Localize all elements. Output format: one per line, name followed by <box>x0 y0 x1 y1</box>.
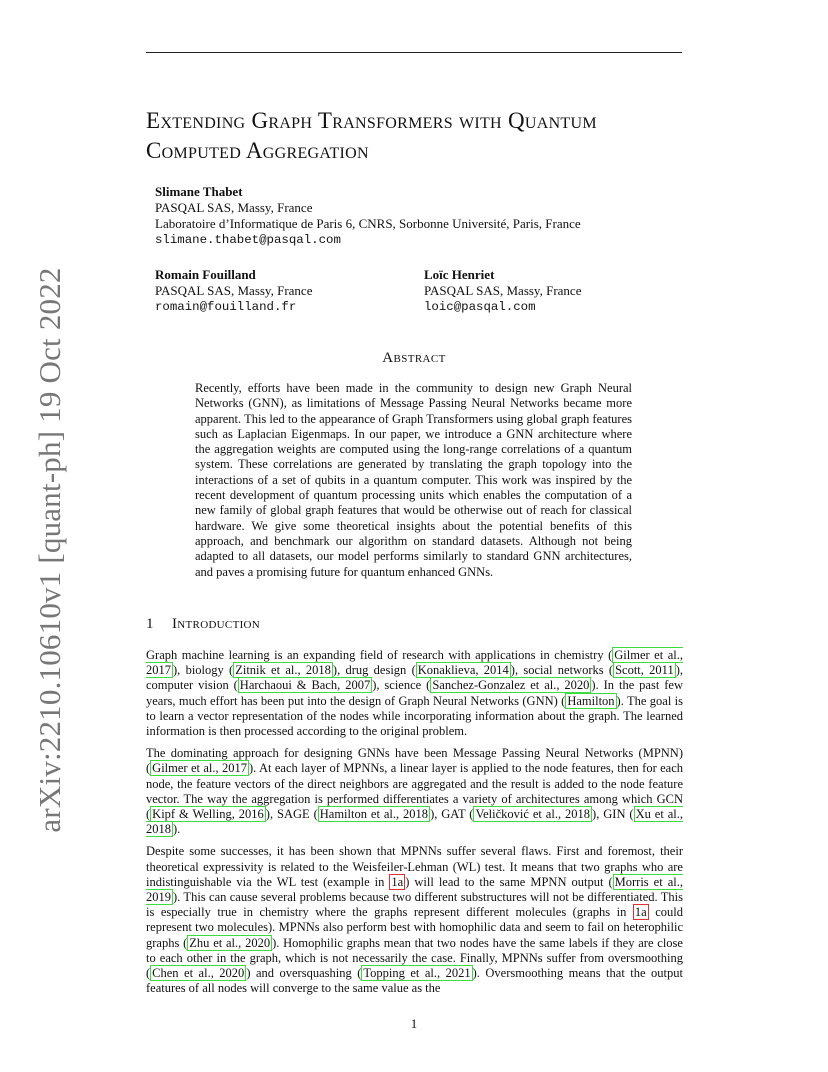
author-block <box>155 184 581 248</box>
body-paragraph <box>146 844 683 996</box>
paper-title <box>146 106 706 166</box>
paragraph-text: ), GAT ( <box>430 807 474 822</box>
author-email: loic@pasqal.com <box>424 300 536 314</box>
paragraph-text: ) will lead to the same MPNN output ( <box>405 874 613 889</box>
paragraph-text: ), drug design ( <box>332 663 416 678</box>
paragraph-text: ). The goal is to learn a vector representation of the nodes while incorporating information about the graph. The learned information is then processed according to the original problem. <box>146 693 683 739</box>
paragraph-text: ). In the past few years, much effort has been put into the design of Graph Neural Networks (GNN) ( <box>146 678 683 708</box>
citation-link[interactable]: Topping et al., 2021 <box>363 966 471 981</box>
section-heading <box>146 616 260 633</box>
paragraph-text: ), SAGE ( <box>265 807 318 822</box>
paragraph-text: ), science ( <box>372 678 431 693</box>
paragraph-text: ), biology ( <box>173 663 234 678</box>
paragraph-text: ). Homophilic graphs mean that two nodes have the same labels if they are close to each other in the graph, which is not necessarily the case. Finally, MPNNs suffer from oversmoothing ( <box>146 935 683 981</box>
author-affiliation: PASQAL SAS, Massy, France <box>424 283 582 298</box>
paragraph-text: Despite some successes, it has been shown that MPNNs suffer several flaws. First and foremost, their theoretical expressivity is related to the Weisfeiler-Lehman (WL) test. It means that two graphs who are indistinguishable via the WL test (example in <box>146 844 683 889</box>
paragraph-text: ) and oversquashing ( <box>246 966 362 981</box>
author-affiliation: PASQAL SAS, Massy, France <box>155 283 313 298</box>
author-name: Romain Fouilland <box>155 267 256 282</box>
body-paragraph <box>146 746 683 837</box>
author-email: romain@fouilland.fr <box>155 300 297 314</box>
abstract-text: Recently, efforts have been made in the community to design new Graph Neural Networks (GNN), as limitations of Message Passing Neural Networks became more apparent. This led to the appearance of Graph Transformers using global graph features such as Laplacian Eigenmaps. In our paper, we introduce a GNN architecture where the aggregation weights are computed using the long-range correlations of a quantum system. These correlations are generated by translating the graph topology into the interactions of a set of qubits in a quantum computer. This work was inspired by the recent development of quantum processing units which enables the computation of a new family of global graph features that would be otherwise out of reach for classical hardware. We give some theoretical insights about the potential benefits of this approach, and benchmark our algorithm on standard datasets. Although not being adapted to all datasets, our model performs similarly to standard GNN architectures, and paves a promising future for quantum enhanced GNNs. <box>195 381 632 579</box>
paragraph-text: ). Oversmoothing means that the output features of all nodes will converge to the same value as the <box>146 966 683 996</box>
section-number: 1 <box>146 616 154 632</box>
figure-reference-link[interactable]: 1a <box>634 905 647 920</box>
citation-link[interactable]: Konaklieva, 2014 <box>417 663 509 678</box>
citation-link[interactable]: Harchaoui & Bach, 2007 <box>239 678 371 693</box>
author-name: Loïc Henriet <box>424 267 495 282</box>
citation-link[interactable]: Veličković et al., 2018 <box>475 807 591 822</box>
author-affiliation: Laboratoire d’Informatique de Paris 6, CNRS, Sorbonne Université, Paris, France <box>155 216 581 231</box>
abstract-heading: Abstract <box>382 350 446 366</box>
citation-link[interactable]: Zhu et al., 2020 <box>189 935 271 950</box>
citation-link[interactable]: Chen et al., 2020 <box>152 966 245 981</box>
page-number: 1 <box>410 1016 418 1031</box>
paragraph-text: ). This can cause several problems because two different substructures will not be differentiated. This is especially true in chemistry where the graphs represent different molecules (graphs in <box>146 890 683 920</box>
title-line: Extending Graph Transformers with Quantum <box>146 108 597 133</box>
paragraph-text: ), computer vision ( <box>146 663 683 693</box>
author-affiliation: PASQAL SAS, Massy, France <box>155 200 313 215</box>
body-text <box>146 648 683 1003</box>
citation-link[interactable]: Scott, 2011 <box>615 663 674 678</box>
paragraph-text: ), GIN ( <box>592 807 634 822</box>
paragraph-text: ), social networks ( <box>510 663 614 678</box>
paragraph-text: ). At each layer of MPNNs, a linear layer is applied to the node features, then for each node, the feature vectors of the direct neighbors are aggregated and the result is added to the node feature vector. The way the aggregation is performed differentiates a variety of architectures among which GCN ( <box>146 761 684 822</box>
citation-link[interactable]: Hamilton et al., 2018 <box>319 807 429 822</box>
author-block <box>424 267 581 315</box>
title-line: Computed Aggregation <box>146 138 369 163</box>
citation-link[interactable]: Gilmer et al., 2017 <box>146 648 683 678</box>
top-rule <box>146 52 682 53</box>
section-title: Introduction <box>172 616 261 632</box>
arxiv-identifier: arXiv:2210.10610v1 [quant-ph] 19 Oct 2022 <box>32 267 67 833</box>
paragraph-text: ). <box>173 822 181 837</box>
author-name: Slimane Thabet <box>155 184 243 199</box>
author-block <box>155 267 312 315</box>
citation-link[interactable]: Morris et al., 2019 <box>146 874 683 905</box>
citation-link[interactable]: Gilmer et al., 2017 <box>152 761 248 776</box>
body-paragraph <box>146 648 683 739</box>
citation-link[interactable]: Kipf & Welling, 2016 <box>152 807 264 822</box>
figure-reference-link[interactable]: 1a <box>391 874 404 889</box>
citation-link[interactable]: Zitnik et al., 2018 <box>235 663 331 678</box>
citation-link[interactable]: Sanchez-Gonzalez et al., 2020 <box>432 678 590 693</box>
citation-link[interactable]: Xu et al., 2018 <box>146 807 684 837</box>
author-email: slimane.thabet@pasqal.com <box>155 233 341 247</box>
paragraph-text: could represent two molecules). MPNNs also perform best with homophilic data and seem to fail on heterophilic graphs ( <box>146 905 683 950</box>
citation-link[interactable]: Hamilton <box>567 693 615 708</box>
paragraph-text: Graph machine learning is an expanding field of research with applications in chemistry ( <box>146 648 613 662</box>
paragraph-text: The dominating approach for designing GNNs have been Message Passing Neural Networks (MPNN) ( <box>146 746 683 776</box>
